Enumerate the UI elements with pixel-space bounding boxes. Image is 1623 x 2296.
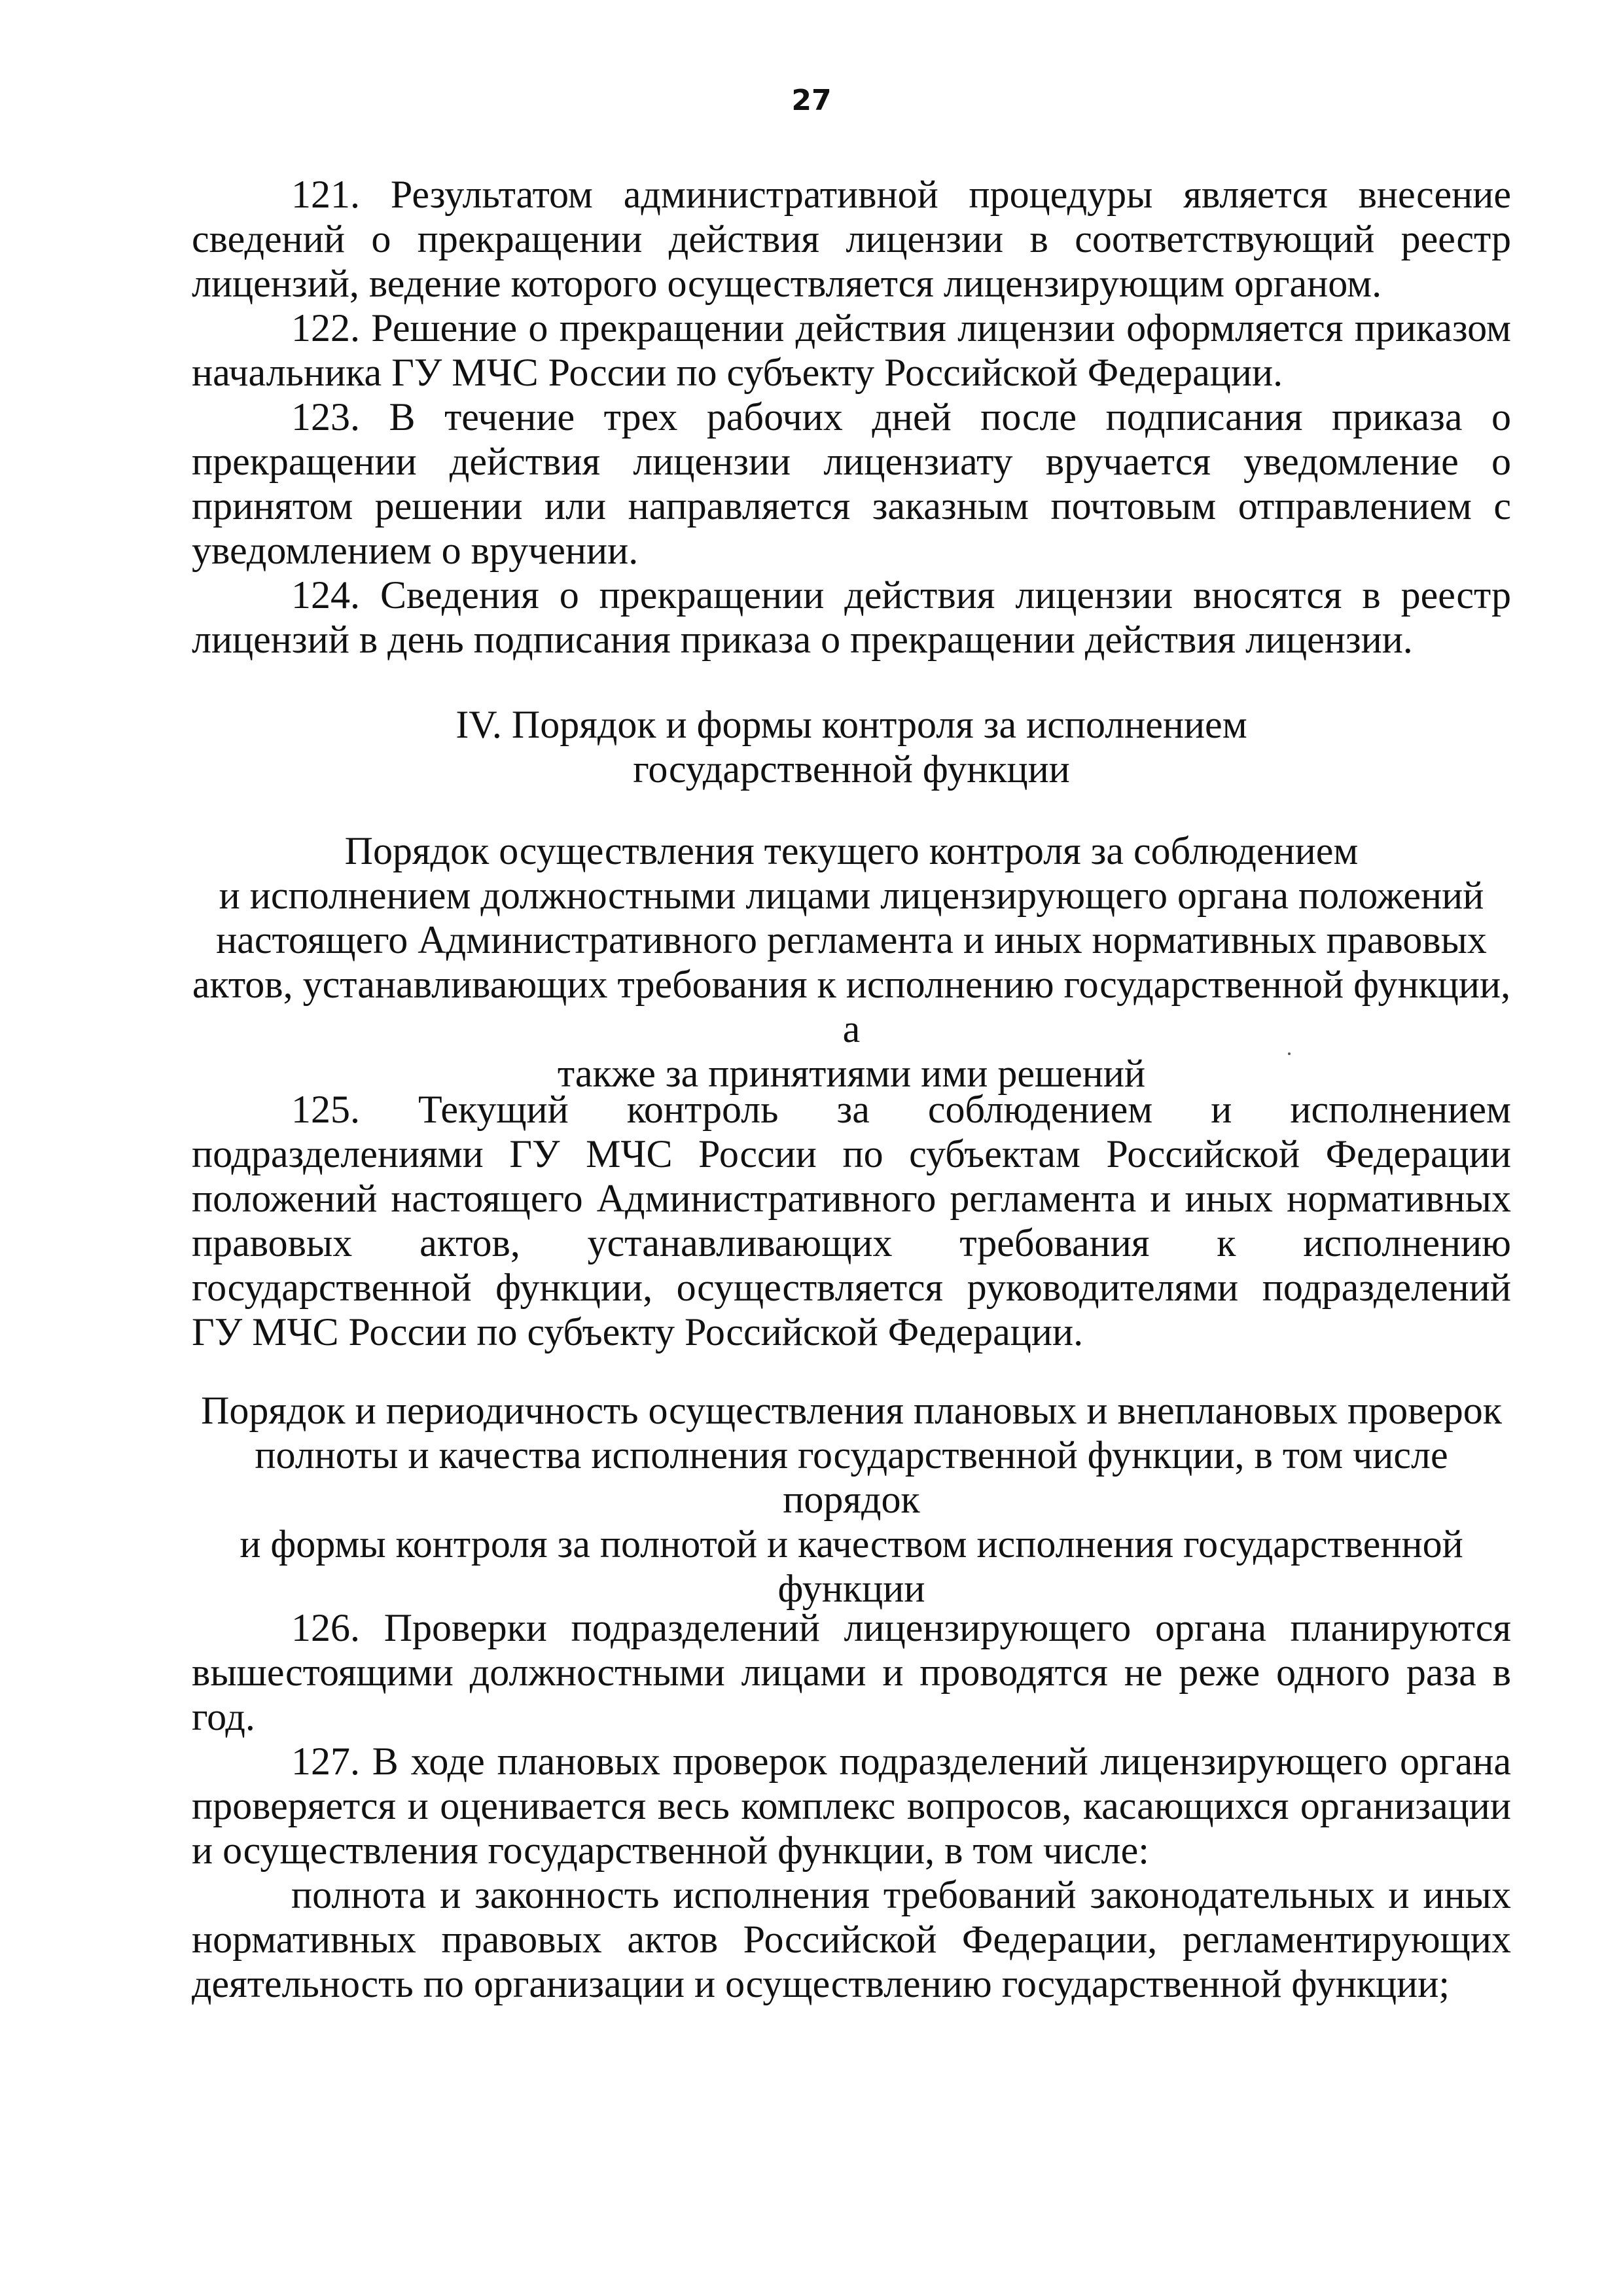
page-number: 27 <box>791 84 832 117</box>
paragraphs-126-127 <box>192 1605 1511 2006</box>
paragraph-126: 126. Проверки подразделений лицензирующего органа планируются вышестоящими должностными лицами и проводятся не реже одного раза в год. <box>192 1606 1511 1738</box>
paragraph-125-block <box>192 1087 1511 1354</box>
paragraph-127: 127. В ходе плановых проверок подразделений лицензирующего органа проверяется и оценивается весь комплекс вопросов, касающихся организации и осуществления государственной функции, в том числе: <box>192 1740 1511 1872</box>
subheading-line: также за принятиями ими решений <box>557 1052 1146 1095</box>
subheading-line: и формы контроля за полнотой и качеством исполнения государственной <box>240 1522 1463 1566</box>
subheading-line: и исполнением должностными лицами лицензирующего органа положений <box>219 874 1484 917</box>
paragraph-123: 123. В течение трех рабочих дней после подписания приказа о прекращении действия лицензии лицензиату вручается уведомление о принятом решении или направляется заказным почтовым отправлением с уведомлением о вручении. <box>192 395 1511 572</box>
section-heading-line: государственной функции <box>633 747 1070 791</box>
subheading-line: актов, устанавливающих требования к исполнению государственной функции, а <box>192 963 1511 1050</box>
scan-speck <box>1288 1052 1291 1055</box>
paragraph-121: 121. Результатом административной процедуры является внесение сведений о прекращении действия лицензии в соответствующий реестр лицензий, ведение которого осуществляется лицензирующим органом. <box>192 173 1511 305</box>
paragraph-122: 122. Решение о прекращении действия лицензии оформляется приказом начальника ГУ МЧС России по субъекту Российской Федерации. <box>192 306 1511 394</box>
subheading-line: Порядок осуществления текущего контроля за соблюдением <box>344 829 1359 872</box>
subheading-line: настоящего Административного регламента и иных нормативных правовых <box>216 918 1487 961</box>
section-heading <box>192 702 1511 791</box>
paragraphs-121-124 <box>192 172 1511 662</box>
subheading-line: функции <box>777 1567 925 1610</box>
subheading-inspections <box>192 1388 1511 1611</box>
paragraph-125: 125. Текущий контроль за соблюдением и исполнением подразделениями ГУ МЧС России по субъектам Российской Федерации положений настоящего Административного регламента и иных нормативных правовых актов, устанавливающих требования к исполнению государственной функции, осуществляется руководителями подразделений ГУ МЧС России по субъекту Российской Федерации. <box>192 1088 1511 1354</box>
subheading-line: Порядок и периодичность осуществления плановых и внеплановых проверок <box>201 1389 1502 1432</box>
subheading-line: полноты и качества исполнения государственной функции, в том числе порядок <box>255 1433 1448 1521</box>
subheading-current-control <box>192 829 1511 1096</box>
section-heading-line: IV. Порядок и формы контроля за исполнением <box>455 703 1247 746</box>
paragraph-127-item: полнота и законность исполнения требований законодательных и иных нормативных правовых актов Российской Федерации, регламентирующих деятельность по организации и осуществлению государственной функции; <box>192 1873 1511 2005</box>
paragraph-124: 124. Сведения о прекращении действия лицензии вносятся в реестр лицензий в день подписания приказа о прекращении действия лицензии. <box>192 573 1511 661</box>
